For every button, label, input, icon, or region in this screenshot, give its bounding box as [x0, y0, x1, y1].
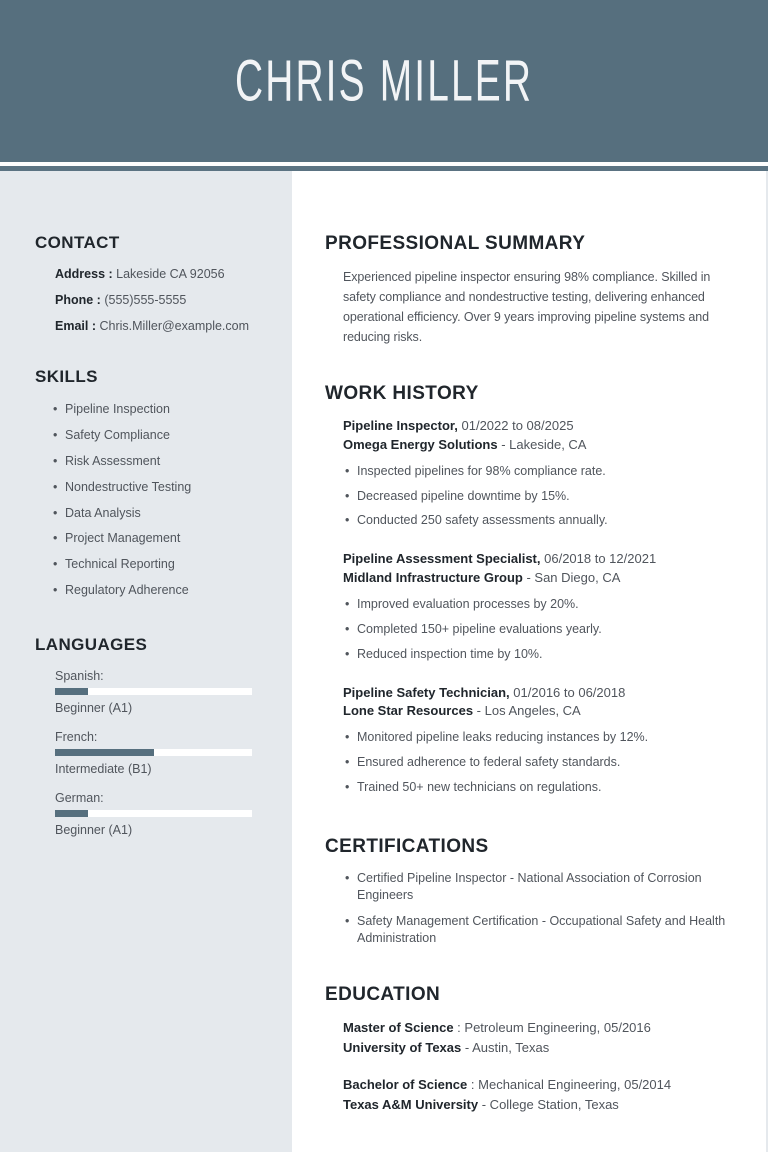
job-location: - Los Angeles, CA — [476, 703, 581, 719]
work-history-heading: WORK HISTORY — [325, 383, 479, 404]
sidebar — [0, 171, 292, 1152]
skills-heading: SKILLS — [35, 367, 98, 386]
degree-name: Bachelor of Science — [343, 1077, 468, 1093]
education-section — [325, 984, 744, 1114]
skill-item: • Data Analysis — [65, 505, 268, 522]
job-role: Pipeline Assessment Specialist, — [343, 551, 541, 567]
degree-title-line — [343, 1018, 744, 1038]
language-name: French: — [55, 730, 98, 744]
skills-list — [35, 401, 268, 599]
resume-header — [0, 0, 768, 162]
resume-body — [0, 171, 768, 1152]
job-title-line — [343, 417, 744, 436]
summary-heading: PROFESSIONAL SUMMARY — [325, 233, 586, 254]
education-heading: EDUCATION — [325, 984, 441, 1006]
language-item-german — [55, 791, 268, 837]
job-bullet: • Inspected pipelines for 98% compliance rate. — [357, 463, 744, 480]
job-dates: 06/2018 to 12/2021 — [544, 551, 657, 567]
contact-email — [55, 319, 268, 333]
main-column — [292, 171, 768, 1152]
language-item-spanish — [55, 669, 268, 715]
job-bullets — [343, 463, 744, 530]
contact-email-label: Email : — [55, 319, 96, 333]
degree-name: Master of Science — [343, 1020, 454, 1036]
job-company: Midland Infrastructure Group — [343, 570, 523, 586]
job-bullets — [343, 729, 744, 796]
job-company-line — [343, 569, 744, 588]
skill-item: • Pipeline Inspection — [65, 401, 268, 418]
degree-entry — [343, 1075, 744, 1114]
professional-summary-section — [325, 233, 744, 347]
work-history-section — [325, 383, 744, 796]
contact-email-value: Chris.Miller@example.com — [99, 319, 250, 333]
skills-section — [35, 367, 268, 599]
degree-school-line — [343, 1095, 744, 1115]
contact-address-value: Lakeside CA 92056 — [116, 267, 225, 281]
job-title-line — [343, 550, 744, 569]
languages-section — [35, 635, 268, 837]
language-name: Spanish: — [55, 669, 104, 683]
skill-item: • Safety Compliance — [65, 427, 268, 444]
contact-phone-value: (555)555-5555 — [104, 293, 187, 307]
job-location: - Lakeside, CA — [501, 436, 587, 452]
contact-phone — [55, 293, 268, 307]
language-progress-track — [55, 688, 252, 695]
candidate-name: CHRIS MILLER — [234, 48, 534, 114]
job-bullet: • Completed 150+ pipeline evaluations yearly. — [357, 621, 744, 638]
language-progress-fill — [55, 749, 154, 756]
degree-title-line — [343, 1075, 744, 1095]
job-bullet: • Monitored pipeline leaks reducing instances by 12%. — [357, 729, 744, 746]
skill-item: • Technical Reporting — [65, 556, 268, 573]
job-bullets — [343, 596, 744, 663]
language-level: Beginner (A1) — [55, 823, 133, 837]
contact-heading: CONTACT — [35, 233, 120, 252]
languages-heading: LANGUAGES — [35, 635, 148, 654]
language-progress-fill — [55, 688, 88, 695]
language-progress-track — [55, 810, 252, 817]
contact-address — [55, 267, 268, 281]
degree-school: Texas A&M University — [343, 1096, 479, 1112]
job-dates: 01/2016 to 06/2018 — [513, 684, 626, 700]
job-company-line — [343, 702, 744, 721]
job-role: Pipeline Inspector, — [343, 418, 458, 433]
certification-item: • Certified Pipeline Inspector - National Association of Corrosion Engineers — [357, 870, 744, 904]
job-entry — [343, 684, 744, 796]
job-bullet: • Improved evaluation processes by 20%. — [357, 596, 744, 613]
degree-entry — [343, 1018, 744, 1057]
certifications-heading: CERTIFICATIONS — [325, 835, 489, 857]
contact-section — [35, 233, 268, 333]
job-company-line — [343, 436, 744, 455]
skill-item: • Regulatory Adherence — [65, 582, 268, 599]
job-company: Omega Energy Solutions — [343, 436, 498, 452]
degree-school: University of Texas — [343, 1039, 462, 1055]
certifications-list — [325, 870, 744, 947]
language-level: Beginner (A1) — [55, 701, 133, 715]
job-entry — [343, 417, 744, 529]
certifications-section — [325, 836, 744, 947]
job-bullet: • Trained 50+ new technicians on regulations. — [357, 779, 744, 796]
language-name: German: — [55, 791, 104, 805]
contact-phone-label: Phone : — [55, 293, 101, 307]
skill-item: • Risk Assessment — [65, 453, 268, 470]
contact-address-label: Address : — [55, 267, 113, 281]
degree-location: - College Station, Texas — [481, 1096, 619, 1112]
skill-item: • Nondestructive Testing — [65, 479, 268, 496]
language-progress-track — [55, 749, 252, 756]
job-company: Lone Star Resources — [343, 703, 474, 719]
language-item-french — [55, 730, 268, 776]
language-progress-fill — [55, 810, 88, 817]
job-bullet: • Decreased pipeline downtime by 15%. — [357, 488, 744, 505]
job-title-line — [343, 684, 744, 703]
job-bullet: • Reduced inspection time by 10%. — [357, 646, 744, 663]
degree-location: - Austin, Texas — [464, 1039, 550, 1055]
job-location: - San Diego, CA — [526, 570, 621, 586]
degree-detail: : Petroleum Engineering, 05/2016 — [457, 1020, 651, 1036]
job-role: Pipeline Safety Technician, — [343, 684, 510, 700]
summary-text: Experienced pipeline inspector ensuring 98% compliance. Skilled in safety compliance and nondestructive testing, delivering enhanced operational efficiency. Over 9 years improving pipeline systems and reducing risks. — [343, 270, 711, 344]
job-entry — [343, 550, 744, 662]
degree-detail: : Mechanical Engineering, 05/2014 — [470, 1077, 672, 1093]
job-bullet: • Conducted 250 safety assessments annually. — [357, 512, 744, 529]
certification-item: • Safety Management Certification - Occupational Safety and Health Administration — [357, 913, 744, 947]
job-dates: 01/2022 to 08/2025 — [461, 418, 574, 433]
skill-item: • Project Management — [65, 530, 268, 547]
job-bullet: • Ensured adherence to federal safety standards. — [357, 754, 744, 771]
language-level: Intermediate (B1) — [55, 762, 152, 776]
degree-school-line — [343, 1038, 744, 1058]
